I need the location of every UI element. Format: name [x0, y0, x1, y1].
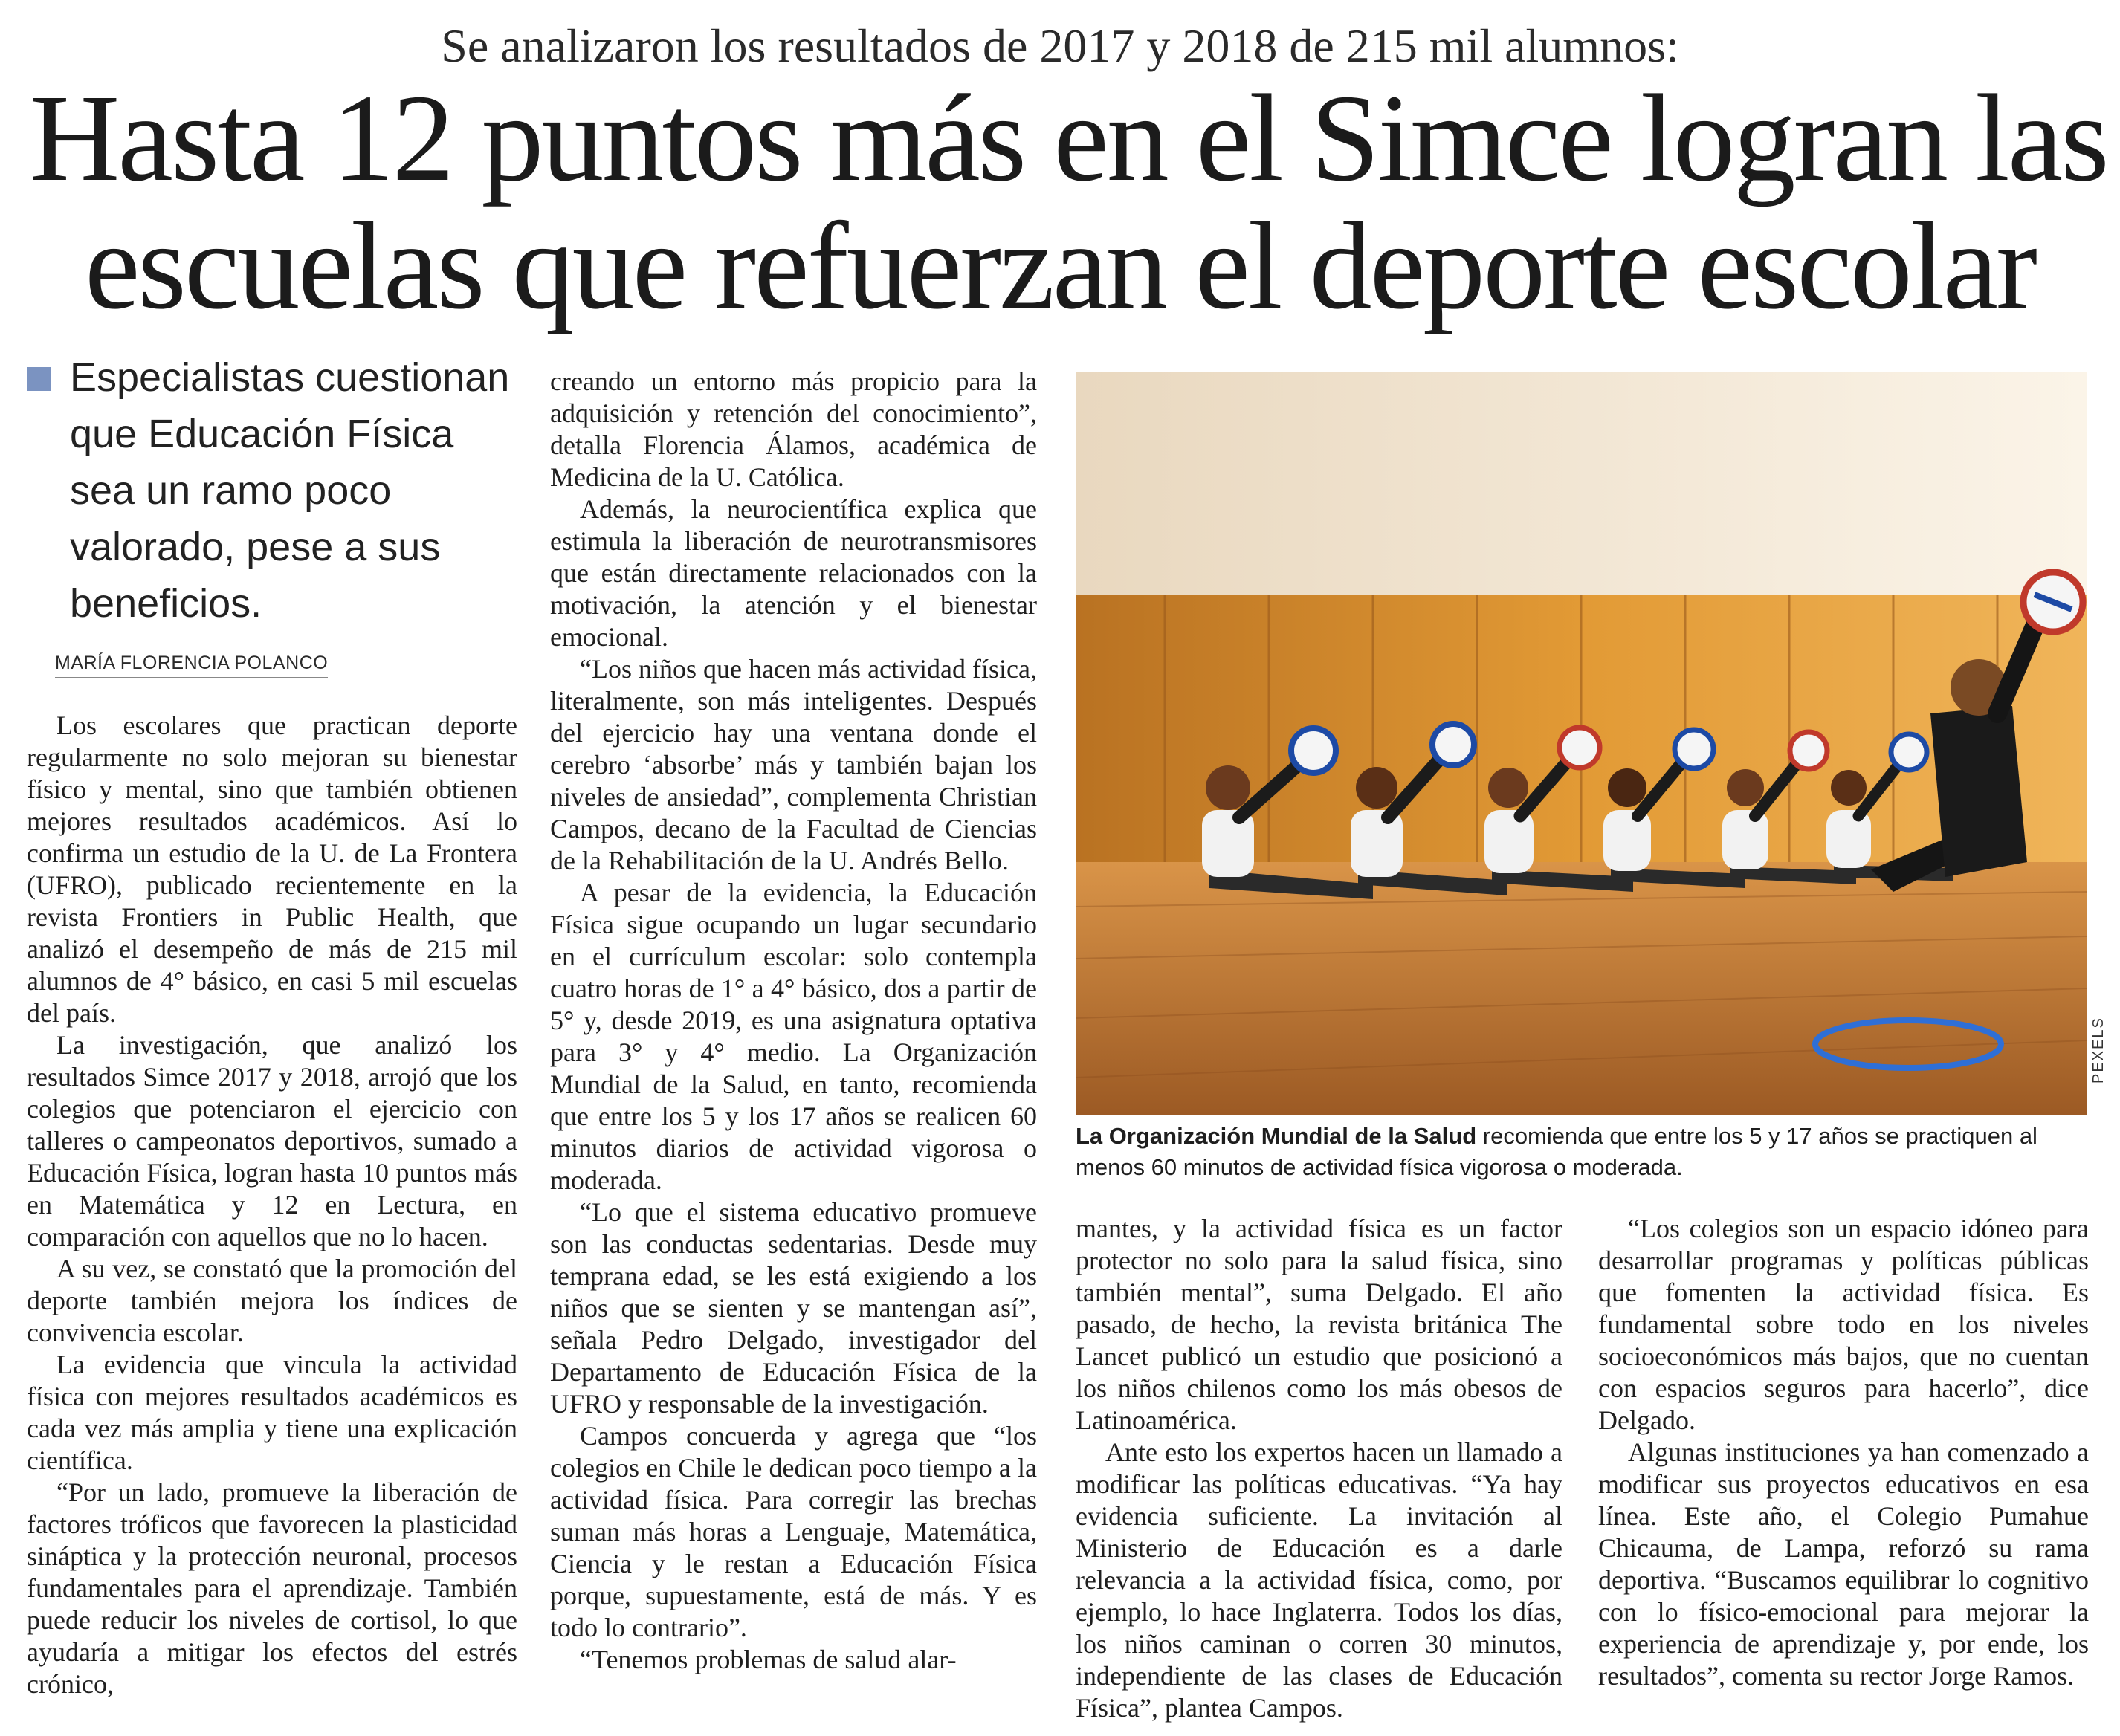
article-photo [1076, 372, 2087, 1115]
byline: MARÍA FLORENCIA POLANCO [55, 652, 328, 678]
paragraph: “Por un lado, promueve la liberación de factores tróficos que favorecen la plasticidad sináptica y la protección neuronal, procesos fundamentales para el aprendizaje. También puede reducir los niveles de cortisol, lo que ayudaría a mitigar los efectos del estrés crónico, [27, 1477, 517, 1699]
photo-credit: PEXELS [2090, 1017, 2107, 1084]
paragraph: “Los colegios son un espacio idóneo para desarrollar programas y políticas públicas que fomenten la actividad física. Es fundamental sobre todo en los niveles socioeconómicos más bajos, que no cuentan con espacios seguros para hacerlo”, dice Delgado. [1598, 1214, 2089, 1435]
headline [30, 69, 2107, 335]
paragraph: creando un entorno más propicio para la adquisición y retención del conocimiento”, detalla Florencia Álamos, académica de Medicina de la U. Católica. [550, 366, 1037, 492]
article-column-4 [1598, 1213, 2089, 1692]
paragraph: Además, la neurocientífica explica que estimula la liberación de neurotransmisores que están directamente relacionados con la motivación, la atención y el bienestar emocional. [550, 494, 1037, 652]
paragraph: Algunas instituciones ya han comenzado a modificar sus proyectos educativos en esa línea. Este año, el Colegio Pumahue Chicauma, de Lampa, reforzó su rama deportiva. “Buscamos equilibrar lo cognitivo con lo físico-emocional para mejorar la experiencia de aprendizaje y, por ende, los resultados”, comenta su rector Jorge Ramos. [1598, 1437, 2089, 1691]
headline-line-2: escuelas que refuerzan el deporte escolar [84, 197, 2036, 335]
caption-text: recomienda que entre los 5 y 17 años se practiquen al menos 60 minutos de actividad física vigorosa o moderada. [1076, 1123, 2037, 1180]
paragraph: “Tenemos problemas de salud alar- [580, 1645, 957, 1674]
summary [27, 349, 517, 632]
article-column-2 [550, 366, 1037, 1676]
gym-photo-illustration [1076, 372, 2087, 1115]
paragraph: Los escolares que practican deporte regularmente no solo mejoran su bienestar físico y mental, sino que también obtienen mejores resultados académicos. Así lo confirma un estudio de la U. de La Frontera (UFRO), publicado recientemente en la revista Frontiers in Public Health, que analizó el desempeño de más de 215 mil alumnos de 4° básico, en casi 5 mil escuelas del país. [27, 710, 517, 1028]
summary-bullet-icon [27, 367, 51, 391]
paragraph: A pesar de la evidencia, la Educación Física sigue ocupando un lugar secundario en el currículum escolar: solo contempla cuatro horas de 1° a 4° básico, dos a partir de 5° y, desde 2019, es una asignatura optativa para 3° y 4° medio. La Organización Mundial de la Salud, en tanto, recomienda que entre los 5 y los 17 años se realicen 60 minutos diarios de actividad vigorosa o moderada. [550, 878, 1037, 1195]
article-column-3 [1076, 1213, 1562, 1724]
paragraph: Campos concuerda y agrega que “los colegios en Chile le dedican poco tiempo a la actividad física. Para corregir las brechas suman más horas a Lenguaje, Matemática, Ciencia y le restan a Educación Física porque, supuestamente, está de más. Y es todo lo contrario”. [550, 1421, 1037, 1642]
paragraph: La evidencia que vincula la actividad física con mejores resultados académicos es cada vez más amplia y tiene una explicación científica. [27, 1350, 517, 1475]
paragraph: La investigación, que analizó los resultados Simce 2017 y 2018, arrojó que los colegios que potenciaron el ejercicio con talleres o campeonatos deportivos, sumado a Educación Física, logran hasta 10 puntos más en Matemática y 12 en Lectura, en comparación con aquellos que no lo hacen. [27, 1030, 517, 1251]
article-column-1 [27, 710, 517, 1700]
caption-bold: La Organización Mundial de la Salud [1076, 1123, 1477, 1149]
paragraph: “Lo que el sistema educativo promueve son las conductas sedentarias. Desde muy temprana edad, se les está exigiendo a los niños que se sienten y se mantengan así”, señala Pedro Delgado, investigador del Departamento de Educación Física de la UFRO y responsable de la investigación. [550, 1197, 1037, 1419]
summary-text: Especialistas cuestionan que Educación Física sea un ramo poco valorado, pese a sus beneficios. [70, 355, 510, 626]
paragraph: Ante esto los expertos hacen un llamado a modificar las políticas educativas. “Ya hay evidencia suficiente. La invitación al Ministerio de Educación es a darle relevancia a la actividad física, como, por ejemplo, lo hace Inglaterra. Todos los días, los niños caminan o corren 30 minutos, independiente de las clases de Educación Física”, plantea Campos. [1076, 1437, 1562, 1723]
photo-caption [1076, 1121, 2094, 1183]
paragraph: mantes, y la actividad física es un factor protector no solo para la salud física, sino también mental”, suma Delgado. El año pasado, de hecho, la revista británica The Lancet publicó un estudio que posicionó a los niños chilenos como los más obesos de Latinoamérica. [1076, 1214, 1562, 1435]
headline-line-1: Hasta 12 puntos más en el Simce logran las [30, 69, 2107, 207]
paragraph: A su vez, se constató que la promoción del deporte también mejora los índices de convivencia escolar. [27, 1254, 517, 1347]
paragraph: “Los niños que hacen más actividad física, literalmente, son más inteligentes. Después del ejercicio hay una ventana donde el cerebro ‘absorbe’ más y también bajan los niveles de ansiedad”, complementa Christian Campos, decano de la Facultad de Ciencias de la Rehabilitación de la U. Andrés Bello. [550, 654, 1037, 875]
kicker: Se analizaron los resultados de 2017 y 2018 de 215 mil alumnos: [441, 19, 1679, 72]
